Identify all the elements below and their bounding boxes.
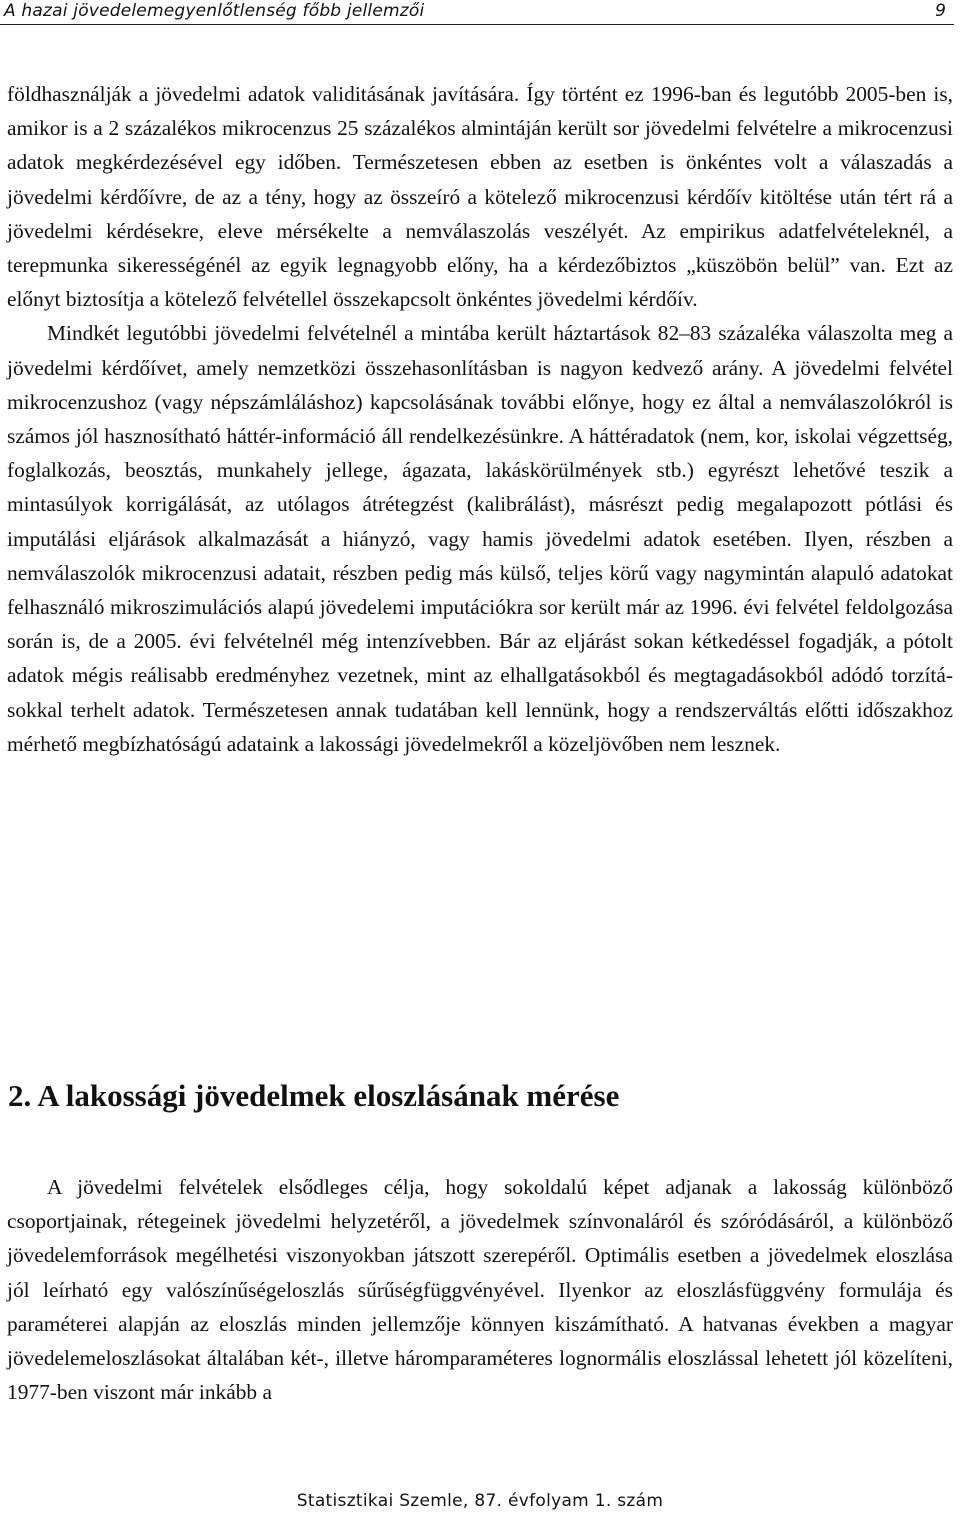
section-body-text [7,1170,953,1409]
paragraph-imputation: Mindkét legutóbbi jövedelmi felvételnél a mintába került háztartások 82–83 százaléka válaszolta meg a jövedelmi kérdőívet, amely nemzetközi összehasonlításban is nagyon kedvező arány. A jövedelmi felvétel mikrocenzushoz (vagy népszámláláshoz) kapcsolásának további előnye, hogy ez által a nemválaszolókról is számos jól hasznosítható háttér-információ áll rendelkezésünkre. A háttéradatok (nem, kor, iskolai végzettség, foglalkozás, beosztás, munkahely jellege, ágazata, lakáskörülmények stb.) egyrészt lehetővé teszik a mintasúlyok korrigálását, az utólagos átrétegzést (kalibrálást), másrészt pedig megalapozott pótlási és imputálási eljárások alkalmazását a hiányzó, vagy hamis jövedelmi adatok esetében. Ilyen, részben a nemválaszolók mikrocenzusi adatait, részben pedig más külső, teljes körű vagy nagymintán alapuló adatokat felhasználó mikroszimulációs alapú jövedelemi imputációkra sor került már az 1996. évi felvétel feldolgozása során is, de a 2005. évi felvételnél még intenzívebben. Bár az eljárást sokan kétkedéssel fogadják, a pótolt adatok mégis reálisabb eredményhez vezetnek, mint az elhallgatásokból és megtagadásokból adódó torzításokkal terhelt adatok. Természetesen annak tudatában kell lennünk, hogy a rendszerváltás előtti időszakhoz mérhető megbízhatóságú adataink a lakossági jövedelmekről a közeljövőben nem lesznek. [7,321,953,756]
running-footer: Statisztikai Szemle, 87. évfolyam 1. szám [296,1491,664,1511]
running-header-title: A hazai jövedelemegyenlőtlenség főbb jellemzői [4,1,425,21]
body-text-block [7,77,953,761]
running-header [0,0,954,25]
section-paragraph: A jövedelmi felvételek elsődleges célja, hogy sokoldalú képet adjanak a lakosság különböző csoportjainak, rétegeinek jövedelmi helyzetéről, a jövedelmek színvonaláról és szóródásáról, a különböző jövedelemforrások megélhetési viszonyokban játszott szerepéről. Optimális esetben a jövedelmek eloszlása jól leírható egy valószínűségeloszlás sűrűségfüggvényével. Ilyenkor az eloszlásfüggvény formulája és paraméterei alapján az eloszlás minden jellemzője könnyen kiszámítható. A hatvanas években a magyar jövedelemeloszlásokat általában két-, illetve háromparaméteres lognormális eloszlással lehetett jól közelíteni, 1977-ben viszont már inkább a [7,1175,953,1405]
page-number: 9 [935,1,946,21]
paragraph-continued: földhasználják a jövedelmi adatok validitásának javítására. Így történt ez 1996-ban és legutóbb 2005-ben is, amikor is a 2 százalékos mikrocenzus 25 százalékos almintáján került sor jövedelmi felvételre a mikrocenzusi adatok megkérdezésével egy időben. Természetesen ebben az esetben is önkéntes volt a válaszadás a jövedelmi kérdőívre, de az a tény, hogy az összeíró a kötelező mikrocenzusi kérdőív kitöltése után tért rá a jövedelmi kérdésekre, eleve mérsékelte a nemválaszolás veszélyét. Az empirikus adatfelvételeknél, a terepmunka sikerességénél az egyik legnagyobb előny, ha a kérdezőbiztos „küszöbön belül” van. Ezt az előnyt biztosítja a kötelező felvétellel összekapcsolt önkéntes jövedelmi kérdőív. [7,82,953,312]
section-heading: 2. A lakossági jövedelmek eloszlásának mérése [8,1078,620,1113]
